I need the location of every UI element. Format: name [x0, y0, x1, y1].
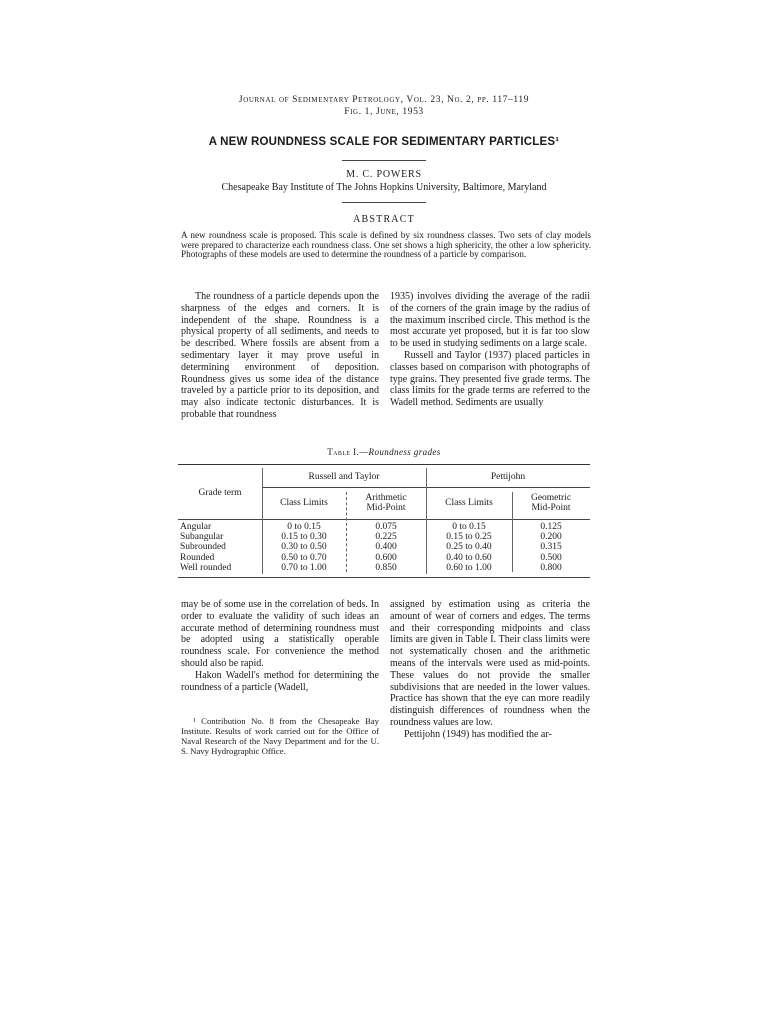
body-paragraph: 1935) involves dividing the average of the radii of the corners of the grain image by the radius of the maximum inscribed circle. This method is the most accurate yet proposed, but it is far too slow to be used in studying sediments on a large scale.: [390, 291, 590, 350]
table-caption-prefix: Table I.—: [327, 447, 369, 457]
abstract-text: A new roundness scale is proposed. This scale is defined by six roundness classes. Two sets of clay models were prepared to characterize each roundness class. One set shows a high sphericity, the other a low sphericity. Photographs of these models are used to determine the roundness of a particle by comparison.: [181, 230, 591, 260]
journal-header: [0, 94, 768, 118]
table-col-rt-midpoint-line2: Mid-Point: [366, 503, 406, 514]
table-cell-term: Rounded: [180, 552, 215, 563]
body-column-2: [390, 291, 590, 409]
body-paragraph: Russell and Taylor (1937) placed particles in classes based on comparison with photographs of type grains. They presented five grade terms. The class limits for the grade terms are referred to the Wadell method. Sediments are usually: [390, 349, 590, 409]
table-col-rt-midpoint-line1: Arithmetic: [365, 493, 407, 503]
table-col-p-midpoint-line1: Geometric: [530, 493, 572, 503]
table-row: [178, 532, 590, 542]
body-paragraph: may be of some use in the correlation of beds. In order to evaluate the validity of such ideas an accurate method of determining roundness must be adopted using a statistically operable roundness scale. For convenience the method should also be rapid.: [181, 599, 379, 669]
table-cell-rt-mid: 0.850: [375, 562, 397, 573]
journal-citation: Journal of Sedimentary Petrology, Vol. 23, No. 2, pp. 117–119: [238, 95, 530, 105]
body-paragraph: assigned by estimation using as criteria the amount of wear of corners and edges. The terms and their corresponding midpoints and class limits are given in Table I. Their class limits were not systematically chosen and the arithmetic means of the intervals were used as mid-points. These values do not provide the smaller subdivisions that are needed in the lower values. Practice has shown that the eye can more readily distinguish differences of roundness when the roundness values are low.: [390, 599, 590, 728]
table-col-p-class-limits: Class Limits: [445, 498, 493, 508]
table-cell-rt-limits: 0.15 to 0.30: [281, 532, 327, 543]
roundness-table: [178, 462, 590, 580]
table-col-rt-class-limits: Class Limits: [280, 498, 328, 508]
table-cell-p-mid: 0.125: [540, 522, 562, 532]
table-col-rt-midpoint: [346, 493, 426, 513]
table-cell-p-limits: 0.15 to 0.25: [446, 532, 492, 543]
table-cell-p-limits: 0.25 to 0.40: [446, 542, 492, 553]
table-cell-rt-mid: 0.600: [375, 552, 397, 563]
table-cell-rt-mid: 0.075: [375, 522, 397, 532]
title-divider: [342, 160, 426, 161]
table-cell-p-mid: 0.500: [540, 552, 562, 563]
table-cell-term: Angular: [180, 522, 212, 532]
table-top-rule: [178, 464, 590, 465]
table-cell-term: Subangular: [180, 532, 224, 543]
paper-title: A NEW ROUNDNESS SCALE FOR SEDIMENTARY PARTICLES¹: [208, 136, 560, 148]
table-cell-rt-mid: 0.225: [375, 532, 397, 543]
table-row: [178, 542, 590, 552]
table-group-pettijohn: Pettijohn: [490, 472, 526, 482]
table-caption-title: Roundness grades: [368, 447, 441, 457]
table-bottom-rule: [178, 577, 590, 578]
table-cell-p-limits: 0 to 0.15: [452, 522, 486, 532]
table-cell-p-limits: 0.60 to 1.00: [446, 562, 492, 573]
table-cell-p-mid: 0.200: [540, 532, 562, 543]
table-row: [178, 553, 590, 563]
table-group-russell-taylor: Russell and Taylor: [308, 472, 380, 482]
body-column-1: [181, 291, 379, 421]
footnote: ¹ Contribution No. 8 from the Chesapeake Bay Institute. Results of work carried out for the Office of Naval Research of the Navy Department and for the U. S. Navy Hydrographic Office.: [181, 716, 379, 756]
table-header-rule: [178, 519, 590, 520]
abstract-heading: ABSTRACT: [353, 214, 415, 225]
table-col-p-midpoint-line2: Mid-Point: [531, 503, 571, 514]
body-paragraph: Pettijohn (1949) has modified the ar-: [404, 728, 552, 740]
body-column-4: [390, 599, 590, 741]
table-row: [178, 522, 590, 532]
table-caption: [0, 447, 768, 457]
table-body: [178, 522, 590, 573]
table-cell-p-limits: 0.40 to 0.60: [446, 552, 492, 563]
table-cell-rt-limits: 0.30 to 0.50: [281, 542, 327, 553]
table-cell-p-mid: 0.800: [540, 562, 562, 573]
table-col-p-midpoint: [512, 493, 590, 513]
table-cell-rt-mid: 0.400: [375, 542, 397, 553]
table-row: [178, 563, 590, 573]
table-cell-rt-limits: 0.70 to 1.00: [281, 562, 327, 573]
body-paragraph: The roundness of a particle depends upon the sharpness of the edges and corners. It is independent of the shape. Roundness is a physical property of all sediments, and needs to be described. Where fossils are absent from a sedimentary layer it may prove useful in determining environment of deposition. Roundness gives us some idea of the distance traveled by a particle prior to its deposition, and may also indicate tectonic disturbances. It is probable that roundness: [181, 291, 379, 420]
author-name: M. C. POWERS: [346, 169, 422, 180]
body-paragraph: Hakon Wadell's method for determining the roundness of a particle (Wadell,: [181, 669, 379, 693]
table-cell-rt-limits: 0.50 to 0.70: [281, 552, 327, 563]
figure-date: Fig. 1, June, 1953: [344, 107, 424, 117]
table-col-grade-term: Grade term: [198, 488, 242, 498]
affiliation-divider: [342, 202, 426, 203]
author-affiliation: Chesapeake Bay Institute of The Johns Hopkins University, Baltimore, Maryland: [221, 182, 547, 193]
table-cell-term: Subrounded: [180, 542, 226, 553]
table-cell-rt-limits: 0 to 0.15: [287, 522, 321, 532]
table-cell-term: Well rounded: [180, 562, 232, 573]
table-cell-p-mid: 0.315: [540, 542, 562, 553]
body-column-3: [181, 599, 379, 693]
